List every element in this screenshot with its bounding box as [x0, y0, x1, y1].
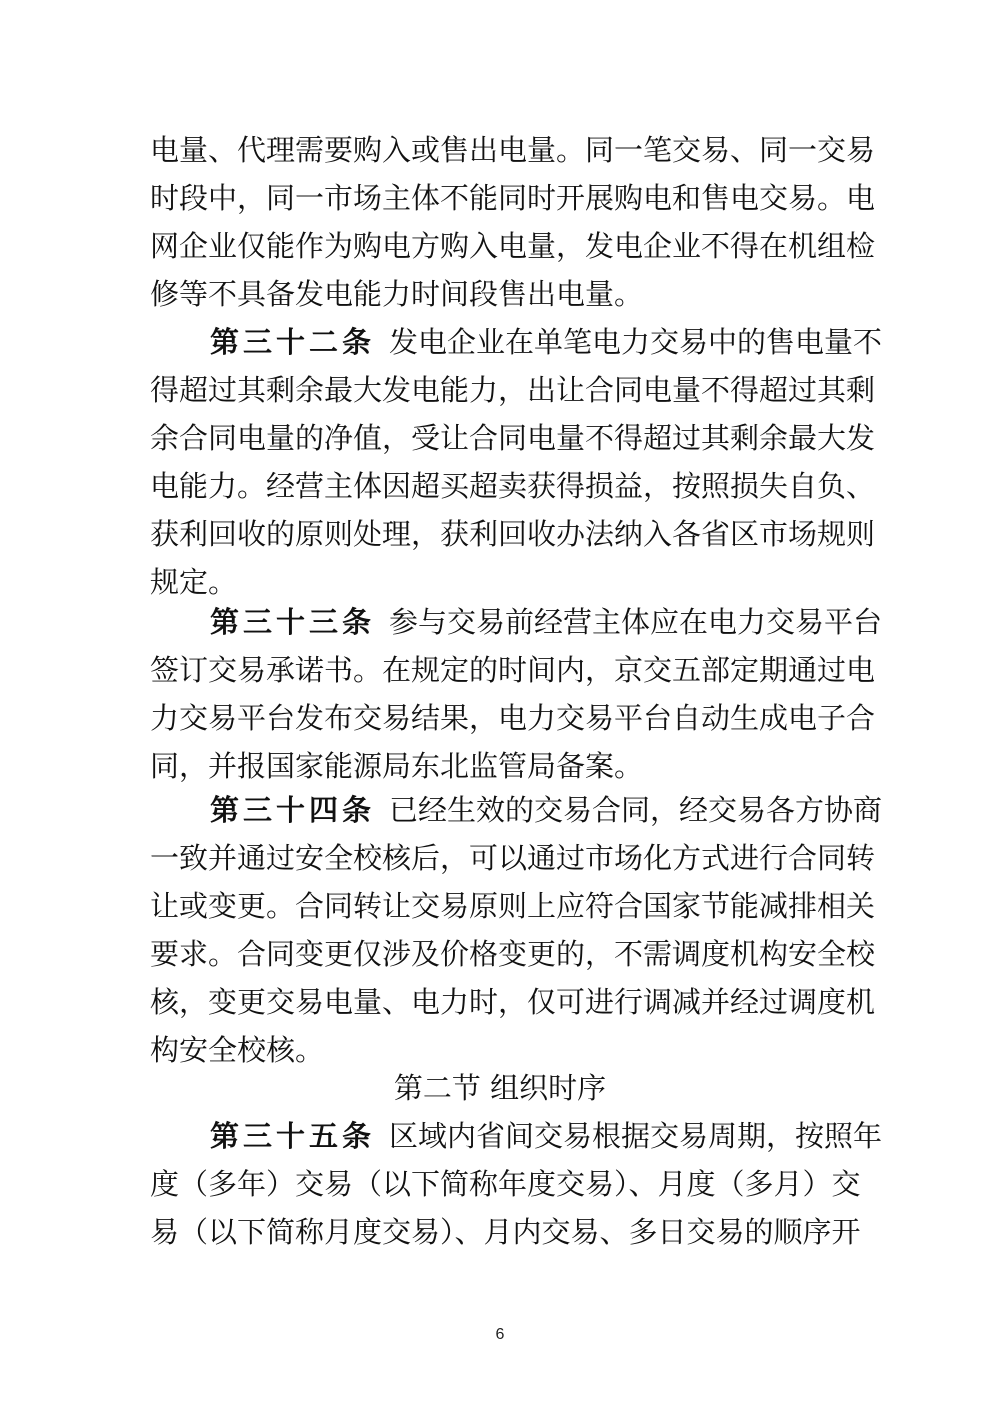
text-line: 同，并报国家能源局东北监管局备案。 — [150, 749, 644, 783]
text-line: 余合同电量的净值，受让合同电量不得超过其剩余最大发 — [150, 421, 876, 455]
text-line: 一致并通过安全校核后，可以通过市场化方式进行合同转 — [150, 841, 876, 875]
page-number: 6 — [495, 1326, 505, 1343]
text-line: 得超过其剩余最大发电能力，出让合同电量不得超过其剩 — [150, 373, 876, 407]
text-line: 度（多年）交易（以下简称年度交易）、月度（多月）交 — [150, 1167, 861, 1201]
text-line: 核，变更交易电量、电力时，仅可进行调减并经过调度机 — [150, 985, 876, 1019]
article-35-first-line — [210, 1116, 883, 1156]
text-line: 让或变更。合同转让交易原则上应符合国家节能减排相关 — [150, 889, 876, 923]
text-line: 电量、代理需要购入或售出电量。同一笔交易、同一交易 — [150, 133, 876, 167]
article-number: 第三十四条 — [210, 793, 376, 827]
text-line: 网企业仅能作为购电方购入电量，发电企业不得在机组检 — [150, 229, 876, 263]
text-line: 获利回收的原则处理，获利回收办法纳入各省区市场规则 — [150, 517, 876, 551]
article-number: 第三十三条 — [210, 605, 376, 639]
section-heading: 第二节 组织时序 — [393, 1071, 607, 1105]
text-line: 规定。 — [150, 565, 238, 599]
text-line: 力交易平台发布交易结果，电力交易平台自动生成电子合 — [150, 701, 876, 735]
text-line: 修等不具备发电能力时间段售出电量。 — [150, 277, 644, 311]
article-32-first-line — [210, 322, 883, 362]
text-line: 易（以下简称月度交易）、月内交易、多日交易的顺序开 — [150, 1215, 861, 1249]
text-line: 签订交易承诺书。在规定的时间内，京交五部定期通过电 — [150, 653, 876, 687]
article-number: 第三十二条 — [210, 325, 376, 359]
article-34-first-line — [210, 790, 883, 830]
text-line: 时段中，同一市场主体不能同时开展购电和售电交易。电 — [150, 181, 876, 215]
text-line: 区域内省间交易根据交易周期，按照年 — [389, 1119, 883, 1153]
text-line: 参与交易前经营主体应在电力交易平台 — [389, 605, 883, 639]
text-line: 已经生效的交易合同，经交易各方协商 — [389, 793, 883, 827]
text-line: 构安全校核。 — [150, 1033, 325, 1067]
text-line: 发电企业在单笔电力交易中的售电量不 — [389, 325, 883, 359]
text-line: 要求。合同变更仅涉及价格变更的，不需调度机构安全校 — [150, 937, 876, 971]
article-33-first-line — [210, 602, 883, 642]
article-number: 第三十五条 — [210, 1119, 376, 1153]
text-line: 电能力。经营主体因超买超卖获得损益，按照损失自负、 — [150, 469, 876, 503]
